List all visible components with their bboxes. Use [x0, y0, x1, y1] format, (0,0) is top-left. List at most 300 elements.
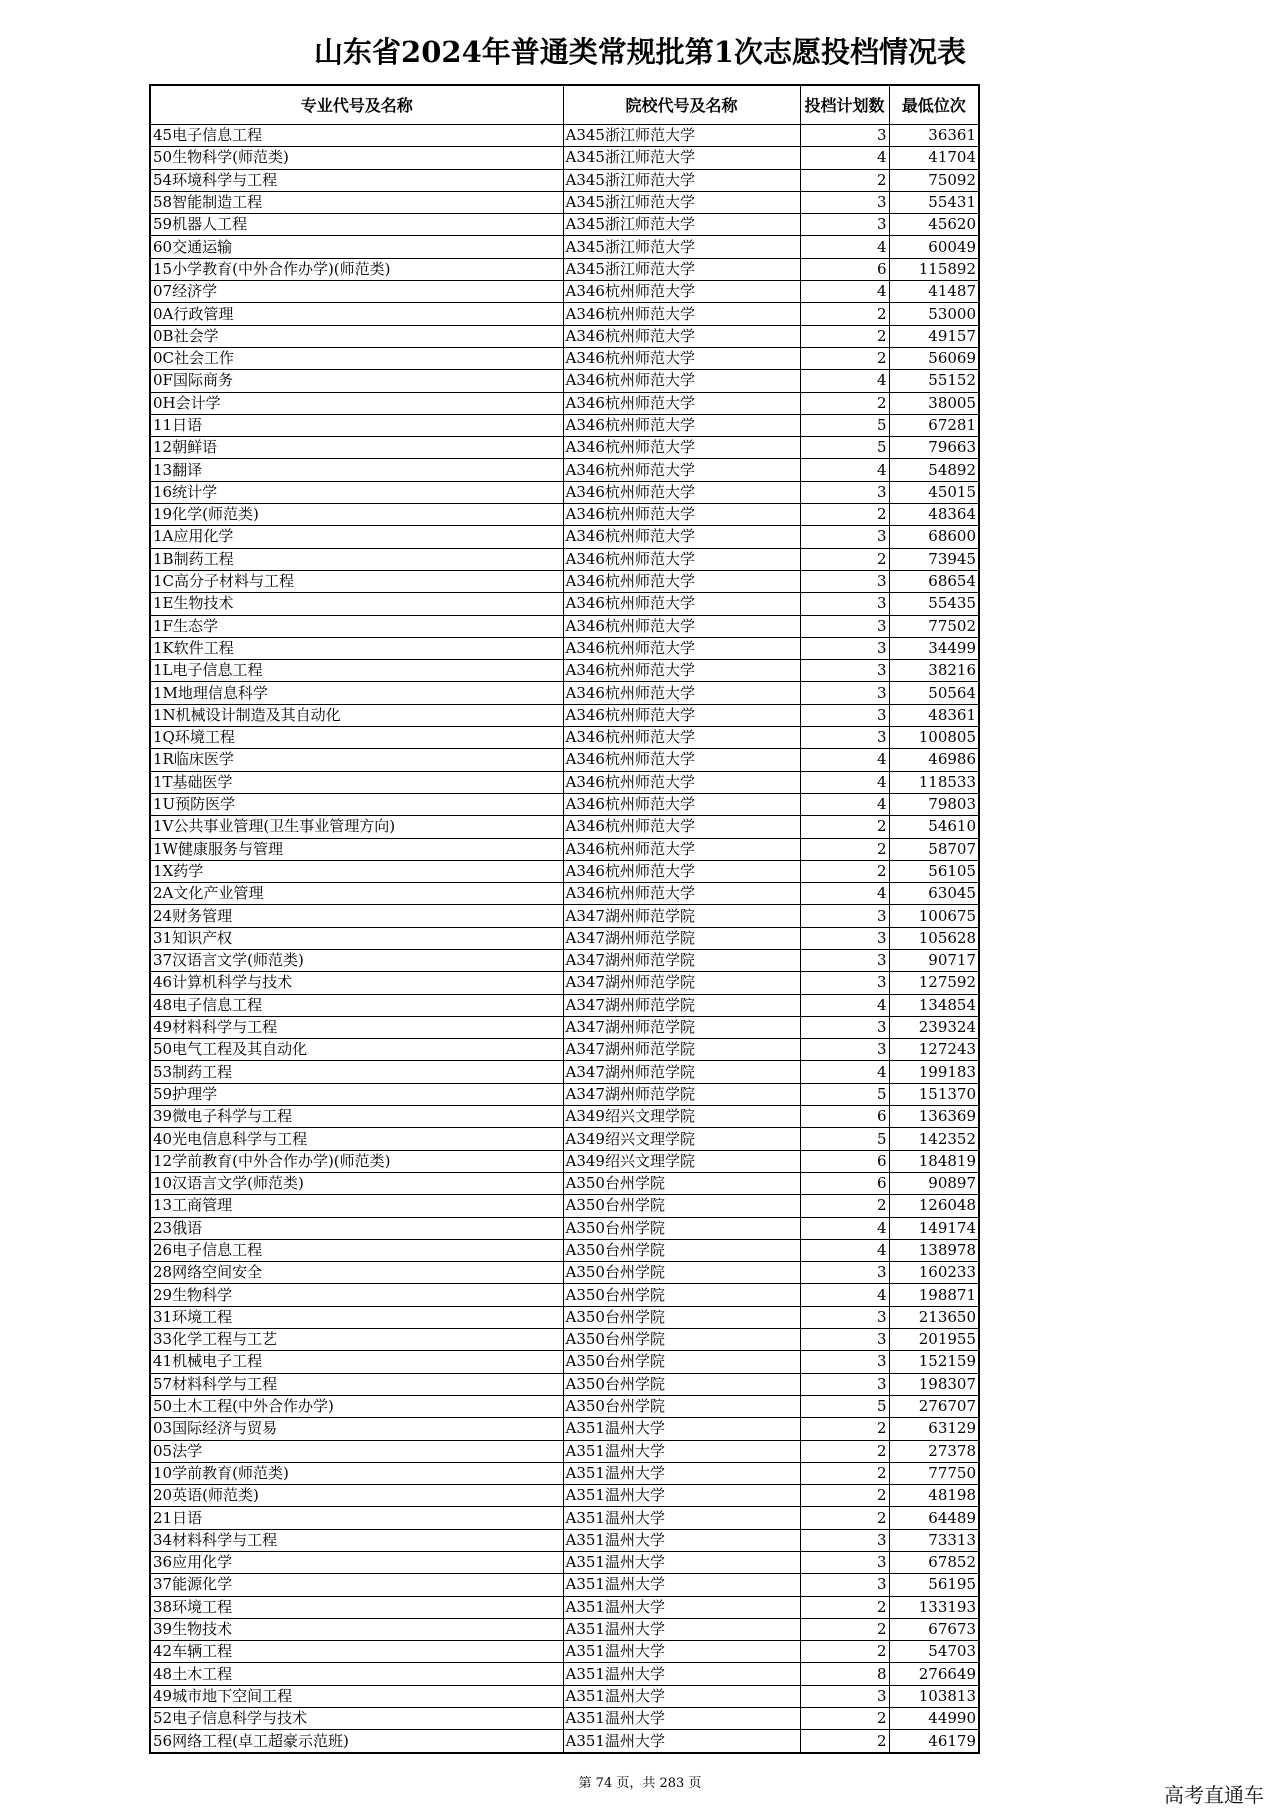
table-row [150, 816, 979, 838]
cell-min-rank: 50564 [889, 682, 979, 704]
table-row [150, 570, 979, 592]
cell-plan-count: 2 [800, 1596, 889, 1618]
table-row [150, 1016, 979, 1038]
cell-major: 36应用化学 [150, 1552, 563, 1574]
cell-major: 31知识产权 [150, 927, 563, 949]
cell-min-rank: 45620 [889, 214, 979, 236]
cell-plan-count: 3 [800, 1262, 889, 1284]
cell-min-rank: 56105 [889, 860, 979, 882]
table-row [150, 325, 979, 347]
cell-min-rank: 60049 [889, 236, 979, 258]
cell-major: 21日语 [150, 1507, 563, 1529]
cell-min-rank: 90897 [889, 1172, 979, 1194]
cell-school: A350台州学院 [563, 1351, 800, 1373]
table-row [150, 347, 979, 369]
cell-school: A346杭州师范大学 [563, 682, 800, 704]
cell-school: A351温州大学 [563, 1462, 800, 1484]
table-row [150, 392, 979, 414]
cell-plan-count: 4 [800, 1217, 889, 1239]
cell-major: 31环境工程 [150, 1306, 563, 1328]
cell-plan-count: 4 [800, 370, 889, 392]
cell-min-rank: 63129 [889, 1418, 979, 1440]
cell-major: 19化学(师范类) [150, 504, 563, 526]
cell-school: A351温州大学 [563, 1552, 800, 1574]
cell-plan-count: 3 [800, 704, 889, 726]
cell-major: 59护理学 [150, 1083, 563, 1105]
cell-plan-count: 4 [800, 994, 889, 1016]
cell-school: A347湖州师范学院 [563, 927, 800, 949]
cell-school: A346杭州师范大学 [563, 704, 800, 726]
cell-major: 37能源化学 [150, 1574, 563, 1596]
cell-major: 07经济学 [150, 281, 563, 303]
cell-min-rank: 67281 [889, 414, 979, 436]
cell-major: 1U预防医学 [150, 793, 563, 815]
cell-plan-count: 2 [800, 816, 889, 838]
table-row [150, 414, 979, 436]
cell-school: A347湖州师范学院 [563, 1061, 800, 1083]
cell-plan-count: 4 [800, 1239, 889, 1261]
table-row [150, 1262, 979, 1284]
table-row [150, 749, 979, 771]
cell-school: A346杭州师范大学 [563, 727, 800, 749]
header-major: 专业代号及名称 [150, 85, 563, 125]
cell-plan-count: 3 [800, 1329, 889, 1351]
cell-major: 1T基础医学 [150, 771, 563, 793]
table-row [150, 905, 979, 927]
table-row [150, 927, 979, 949]
cell-plan-count: 3 [800, 1039, 889, 1061]
table-row [150, 147, 979, 169]
table-row [150, 771, 979, 793]
table-row [150, 615, 979, 637]
cell-school: A346杭州师范大学 [563, 860, 800, 882]
cell-school: A346杭州师范大学 [563, 526, 800, 548]
cell-plan-count: 3 [800, 526, 889, 548]
cell-plan-count: 2 [800, 504, 889, 526]
cell-plan-count: 2 [800, 1730, 889, 1753]
cell-major: 24财务管理 [150, 905, 563, 927]
table-row [150, 1529, 979, 1551]
table-row [150, 191, 979, 213]
cell-plan-count: 2 [800, 325, 889, 347]
table-row [150, 1172, 979, 1194]
cell-min-rank: 73313 [889, 1529, 979, 1551]
cell-plan-count: 2 [800, 548, 889, 570]
cell-plan-count: 3 [800, 1529, 889, 1551]
table-row [150, 1685, 979, 1707]
cell-min-rank: 48198 [889, 1485, 979, 1507]
table-row [150, 1663, 979, 1685]
cell-school: A351温州大学 [563, 1596, 800, 1618]
cell-min-rank: 55152 [889, 370, 979, 392]
cell-min-rank: 49157 [889, 325, 979, 347]
cell-major: 16统计学 [150, 481, 563, 503]
cell-plan-count: 2 [800, 1507, 889, 1529]
cell-major: 1Q环境工程 [150, 727, 563, 749]
cell-min-rank: 36361 [889, 125, 979, 147]
cell-min-rank: 138978 [889, 1239, 979, 1261]
table-row [150, 1618, 979, 1640]
cell-min-rank: 142352 [889, 1128, 979, 1150]
cell-school: A346杭州师范大学 [563, 281, 800, 303]
table-header-row [150, 85, 979, 125]
cell-major: 1M地理信息科学 [150, 682, 563, 704]
table-row [150, 793, 979, 815]
cell-plan-count: 2 [800, 1440, 889, 1462]
table-row [150, 1150, 979, 1172]
cell-school: A351温州大学 [563, 1485, 800, 1507]
cell-min-rank: 127592 [889, 972, 979, 994]
cell-plan-count: 4 [800, 1284, 889, 1306]
cell-school: A346杭州师范大学 [563, 370, 800, 392]
cell-min-rank: 160233 [889, 1262, 979, 1284]
cell-plan-count: 3 [800, 927, 889, 949]
cell-major: 57材料科学与工程 [150, 1373, 563, 1395]
admission-table [149, 84, 980, 1754]
cell-school: A351温州大学 [563, 1641, 800, 1663]
cell-major: 48电子信息工程 [150, 994, 563, 1016]
cell-major: 1B制药工程 [150, 548, 563, 570]
cell-major: 1V公共事业管理(卫生事业管理方向) [150, 816, 563, 838]
cell-school: A346杭州师范大学 [563, 637, 800, 659]
header-plan-count: 投档计划数 [800, 85, 889, 125]
cell-plan-count: 2 [800, 1485, 889, 1507]
cell-school: A345浙江师范大学 [563, 125, 800, 147]
cell-min-rank: 45015 [889, 481, 979, 503]
cell-min-rank: 199183 [889, 1061, 979, 1083]
cell-major: 03国际经济与贸易 [150, 1418, 563, 1440]
cell-school: A350台州学院 [563, 1373, 800, 1395]
cell-plan-count: 3 [800, 727, 889, 749]
table-row [150, 1708, 979, 1730]
table-row [150, 1462, 979, 1484]
cell-school: A346杭州师范大学 [563, 570, 800, 592]
cell-school: A346杭州师范大学 [563, 771, 800, 793]
cell-min-rank: 44990 [889, 1708, 979, 1730]
table-row [150, 1239, 979, 1261]
cell-major: 54环境科学与工程 [150, 169, 563, 191]
cell-major: 34材料科学与工程 [150, 1529, 563, 1551]
cell-major: 20英语(师范类) [150, 1485, 563, 1507]
cell-min-rank: 276649 [889, 1663, 979, 1685]
cell-school: A349绍兴文理学院 [563, 1150, 800, 1172]
cell-plan-count: 2 [800, 1195, 889, 1217]
cell-plan-count: 3 [800, 125, 889, 147]
table-row [150, 994, 979, 1016]
cell-plan-count: 6 [800, 1150, 889, 1172]
cell-min-rank: 103813 [889, 1685, 979, 1707]
cell-plan-count: 2 [800, 303, 889, 325]
cell-min-rank: 198307 [889, 1373, 979, 1395]
cell-school: A346杭州师范大学 [563, 481, 800, 503]
table-row [150, 1061, 979, 1083]
cell-school: A350台州学院 [563, 1329, 800, 1351]
cell-plan-count: 6 [800, 258, 889, 280]
table-row [150, 303, 979, 325]
cell-major: 1X药学 [150, 860, 563, 882]
cell-plan-count: 8 [800, 1663, 889, 1685]
cell-min-rank: 68600 [889, 526, 979, 548]
cell-school: A346杭州师范大学 [563, 660, 800, 682]
cell-major: 59机器人工程 [150, 214, 563, 236]
cell-min-rank: 77750 [889, 1462, 979, 1484]
cell-plan-count: 2 [800, 860, 889, 882]
cell-plan-count: 2 [800, 347, 889, 369]
cell-plan-count: 6 [800, 1172, 889, 1194]
cell-school: A346杭州师范大学 [563, 392, 800, 414]
cell-major: 1R临床医学 [150, 749, 563, 771]
table-row [150, 548, 979, 570]
cell-major: 50生物科学(师范类) [150, 147, 563, 169]
cell-min-rank: 100675 [889, 905, 979, 927]
cell-school: A347湖州师范学院 [563, 994, 800, 1016]
cell-min-rank: 77502 [889, 615, 979, 637]
table-row [150, 1306, 979, 1328]
cell-plan-count: 2 [800, 1618, 889, 1640]
cell-school: A346杭州师范大学 [563, 504, 800, 526]
cell-min-rank: 38005 [889, 392, 979, 414]
table-row [150, 1507, 979, 1529]
cell-school: A347湖州师范学院 [563, 972, 800, 994]
cell-school: A347湖州师范学院 [563, 1039, 800, 1061]
cell-major: 1E生物技术 [150, 593, 563, 615]
cell-min-rank: 133193 [889, 1596, 979, 1618]
cell-major: 0A行政管理 [150, 303, 563, 325]
cell-major: 0H会计学 [150, 392, 563, 414]
cell-major: 05法学 [150, 1440, 563, 1462]
cell-min-rank: 41487 [889, 281, 979, 303]
cell-min-rank: 276707 [889, 1395, 979, 1417]
table-row [150, 727, 979, 749]
cell-school: A345浙江师范大学 [563, 236, 800, 258]
cell-major: 1F生态学 [150, 615, 563, 637]
table-row [150, 1485, 979, 1507]
cell-major: 33化学工程与工艺 [150, 1329, 563, 1351]
cell-plan-count: 3 [800, 1306, 889, 1328]
cell-min-rank: 201955 [889, 1329, 979, 1351]
table-row [150, 1574, 979, 1596]
cell-school: A346杭州师范大学 [563, 303, 800, 325]
cell-school: A351温州大学 [563, 1685, 800, 1707]
table-row [150, 481, 979, 503]
cell-min-rank: 46179 [889, 1730, 979, 1753]
table-row [150, 883, 979, 905]
cell-major: 52电子信息科学与技术 [150, 1708, 563, 1730]
cell-min-rank: 79803 [889, 793, 979, 815]
table-row [150, 838, 979, 860]
cell-school: A347湖州师范学院 [563, 1083, 800, 1105]
table-row [150, 660, 979, 682]
cell-plan-count: 3 [800, 481, 889, 503]
cell-school: A347湖州师范学院 [563, 1016, 800, 1038]
cell-major: 26电子信息工程 [150, 1239, 563, 1261]
cell-major: 56网络工程(卓工超豪示范班) [150, 1730, 563, 1753]
table-row [150, 1552, 979, 1574]
cell-min-rank: 56195 [889, 1574, 979, 1596]
cell-school: A345浙江师范大学 [563, 191, 800, 213]
table-row [150, 125, 979, 147]
table-row [150, 1329, 979, 1351]
cell-major: 39微电子科学与工程 [150, 1106, 563, 1128]
cell-plan-count: 5 [800, 437, 889, 459]
cell-major: 13翻译 [150, 459, 563, 481]
table-row [150, 860, 979, 882]
cell-plan-count: 3 [800, 905, 889, 927]
watermark-logo-text: 高考直通车 [1164, 1783, 1264, 1807]
cell-min-rank: 27378 [889, 1440, 979, 1462]
table-body [150, 125, 979, 1753]
cell-min-rank: 118533 [889, 771, 979, 793]
cell-school: A347湖州师范学院 [563, 949, 800, 971]
cell-min-rank: 64489 [889, 1507, 979, 1529]
cell-plan-count: 3 [800, 1685, 889, 1707]
cell-school: A346杭州师范大学 [563, 838, 800, 860]
cell-min-rank: 213650 [889, 1306, 979, 1328]
cell-major: 10学前教育(师范类) [150, 1462, 563, 1484]
cell-major: 45电子信息工程 [150, 125, 563, 147]
cell-plan-count: 4 [800, 749, 889, 771]
cell-major: 15小学教育(中外合作办学)(师范类) [150, 258, 563, 280]
table-row [150, 1106, 979, 1128]
cell-major: 42车辆工程 [150, 1641, 563, 1663]
cell-school: A349绍兴文理学院 [563, 1106, 800, 1128]
cell-min-rank: 75092 [889, 169, 979, 191]
cell-plan-count: 2 [800, 169, 889, 191]
cell-plan-count: 3 [800, 660, 889, 682]
table-row [150, 593, 979, 615]
table-row [150, 236, 979, 258]
cell-min-rank: 198871 [889, 1284, 979, 1306]
cell-min-rank: 67673 [889, 1618, 979, 1640]
cell-school: A346杭州师范大学 [563, 593, 800, 615]
cell-plan-count: 3 [800, 682, 889, 704]
table-row [150, 972, 979, 994]
cell-min-rank: 73945 [889, 548, 979, 570]
table-row [150, 1195, 979, 1217]
cell-major: 53制药工程 [150, 1061, 563, 1083]
cell-min-rank: 90717 [889, 949, 979, 971]
cell-major: 12朝鲜语 [150, 437, 563, 459]
cell-min-rank: 54892 [889, 459, 979, 481]
cell-plan-count: 3 [800, 593, 889, 615]
table-row [150, 637, 979, 659]
table-row [150, 1039, 979, 1061]
cell-school: A351温州大学 [563, 1730, 800, 1753]
cell-major: 0C社会工作 [150, 347, 563, 369]
cell-plan-count: 4 [800, 236, 889, 258]
cell-school: A346杭州师范大学 [563, 437, 800, 459]
table-row [150, 370, 979, 392]
table-row [150, 1440, 979, 1462]
table-row [150, 949, 979, 971]
cell-major: 10汉语言文学(师范类) [150, 1172, 563, 1194]
table-row [150, 1351, 979, 1373]
cell-min-rank: 55435 [889, 593, 979, 615]
cell-major: 50电气工程及其自动化 [150, 1039, 563, 1061]
table-row [150, 437, 979, 459]
cell-major: 29生物科学 [150, 1284, 563, 1306]
cell-plan-count: 3 [800, 191, 889, 213]
table-row [150, 1083, 979, 1105]
cell-major: 28网络空间安全 [150, 1262, 563, 1284]
cell-plan-count: 2 [800, 838, 889, 860]
cell-min-rank: 63045 [889, 883, 979, 905]
cell-school: A346杭州师范大学 [563, 414, 800, 436]
page-title: 山东省2024年普通类常规批第1次志愿投档情况表 [314, 35, 966, 69]
cell-school: A346杭州师范大学 [563, 325, 800, 347]
cell-plan-count: 2 [800, 1418, 889, 1440]
cell-plan-count: 3 [800, 1351, 889, 1373]
cell-plan-count: 3 [800, 972, 889, 994]
cell-school: A350台州学院 [563, 1284, 800, 1306]
cell-min-rank: 105628 [889, 927, 979, 949]
cell-plan-count: 4 [800, 281, 889, 303]
table-row [150, 459, 979, 481]
cell-min-rank: 56069 [889, 347, 979, 369]
table-row [150, 1641, 979, 1663]
cell-major: 60交通运输 [150, 236, 563, 258]
cell-school: A350台州学院 [563, 1262, 800, 1284]
cell-min-rank: 46986 [889, 749, 979, 771]
cell-plan-count: 3 [800, 1016, 889, 1038]
cell-school: A346杭州师范大学 [563, 816, 800, 838]
cell-school: A351温州大学 [563, 1663, 800, 1685]
table-row [150, 1284, 979, 1306]
cell-school: A351温州大学 [563, 1574, 800, 1596]
cell-school: A350台州学院 [563, 1395, 800, 1417]
table-row [150, 214, 979, 236]
cell-min-rank: 152159 [889, 1351, 979, 1373]
cell-major: 58智能制造工程 [150, 191, 563, 213]
cell-plan-count: 4 [800, 459, 889, 481]
cell-min-rank: 48364 [889, 504, 979, 526]
cell-school: A346杭州师范大学 [563, 459, 800, 481]
cell-min-rank: 127243 [889, 1039, 979, 1061]
table-row [150, 169, 979, 191]
table-row [150, 1418, 979, 1440]
cell-plan-count: 4 [800, 147, 889, 169]
page-footer: 第 74 页，共 283 页 [578, 1776, 702, 1791]
cell-plan-count: 3 [800, 615, 889, 637]
table-row [150, 1217, 979, 1239]
cell-school: A351温州大学 [563, 1529, 800, 1551]
cell-major: 50土木工程(中外合作办学) [150, 1395, 563, 1417]
cell-major: 1N机械设计制造及其自动化 [150, 704, 563, 726]
cell-major: 1A应用化学 [150, 526, 563, 548]
cell-plan-count: 4 [800, 793, 889, 815]
cell-major: 48土木工程 [150, 1663, 563, 1685]
cell-major: 1W健康服务与管理 [150, 838, 563, 860]
table-row [150, 526, 979, 548]
cell-min-rank: 58707 [889, 838, 979, 860]
cell-major: 1L电子信息工程 [150, 660, 563, 682]
cell-min-rank: 34499 [889, 637, 979, 659]
table-row [150, 504, 979, 526]
cell-school: A346杭州师范大学 [563, 347, 800, 369]
cell-school: A350台州学院 [563, 1172, 800, 1194]
table-row [150, 704, 979, 726]
cell-school: A351温州大学 [563, 1618, 800, 1640]
cell-school: A351温州大学 [563, 1440, 800, 1462]
cell-major: 11日语 [150, 414, 563, 436]
cell-major: 46计算机科学与技术 [150, 972, 563, 994]
cell-plan-count: 4 [800, 1061, 889, 1083]
cell-school: A346杭州师范大学 [563, 615, 800, 637]
cell-major: 12学前教育(中外合作办学)(师范类) [150, 1150, 563, 1172]
cell-school: A346杭州师范大学 [563, 749, 800, 771]
table-row [150, 281, 979, 303]
cell-major: 0F国际商务 [150, 370, 563, 392]
